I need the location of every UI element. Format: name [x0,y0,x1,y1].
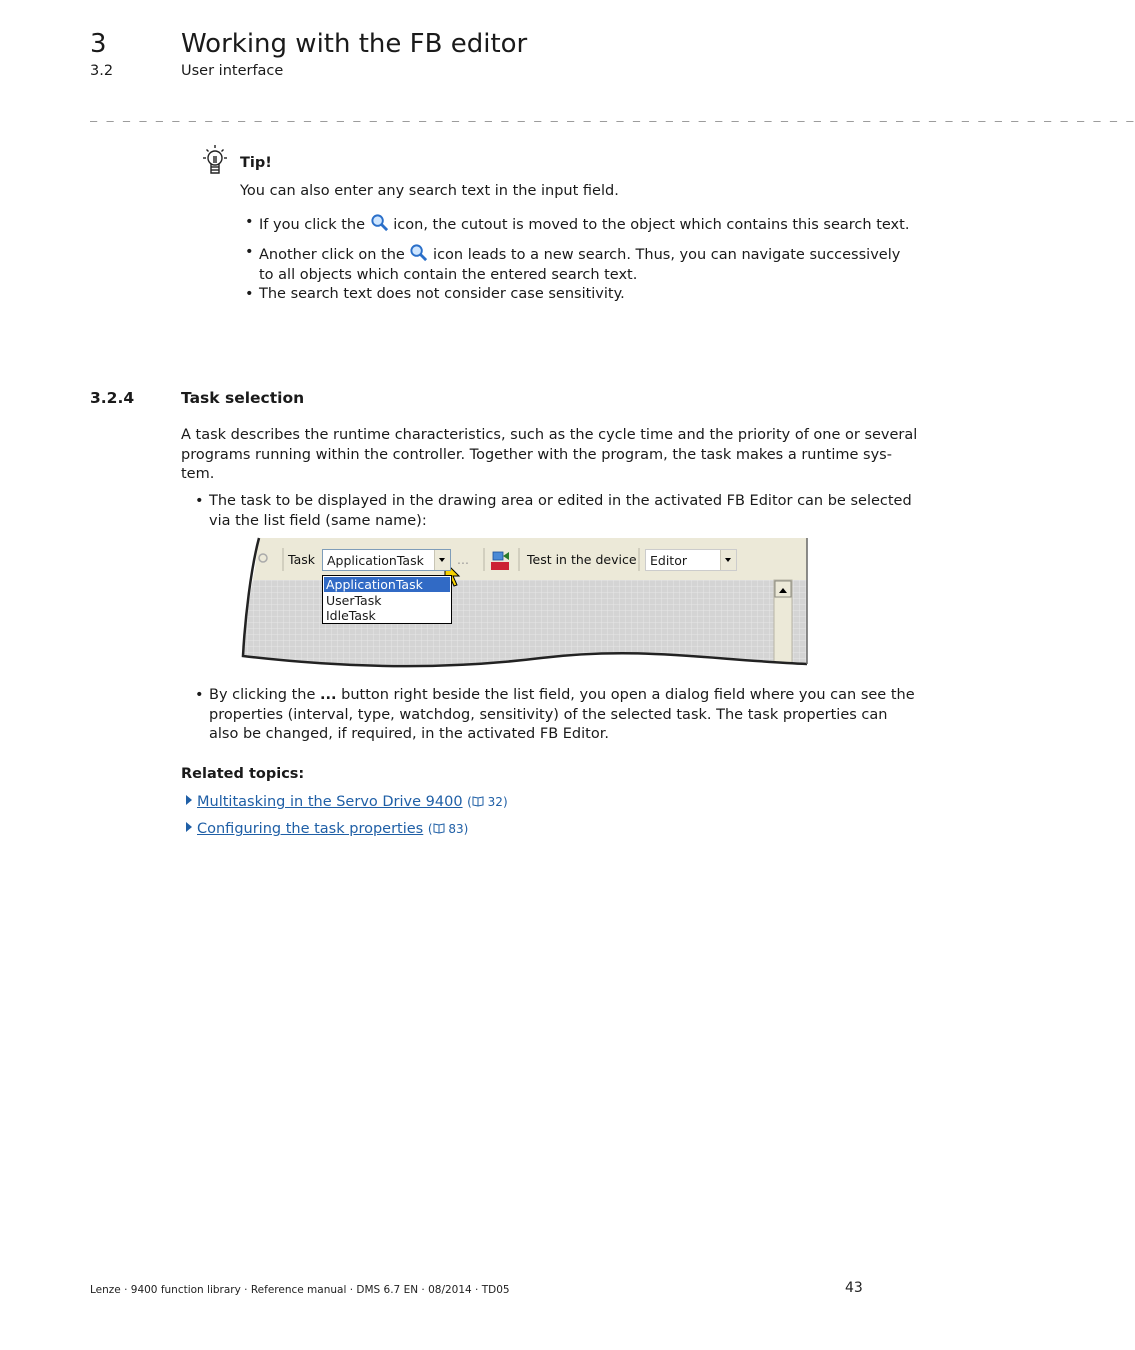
tip-bullet-2: • Another click on the icon leads to a new search. Thus, you can navigate successively to all objects which contain the entered search text. [245,244,901,283]
page-reference: ( 83) [427,822,469,836]
chapter-number: 3 [90,29,107,59]
section-number: 3.2 [90,63,114,79]
page-reference: ( 32) [467,795,508,809]
arrow-right-icon [186,795,192,805]
footer-text: Lenze · 9400 function library · Reference manual · DMS 6.7 EN · 08/2014 · TD05 [90,1284,510,1296]
task-selection-screenshot [241,538,808,676]
magnifier-icon [409,243,428,262]
tip-bullet-1: • If you click the icon, the cutout is moved to the object which contains this search text. [245,214,910,233]
test-in-device-button[interactable]: Test in the device [527,552,637,567]
task-select[interactable] [322,549,451,571]
tip-intro: You can also enter any search text in the input field. [240,183,619,199]
related-link-task-properties[interactable]: Configuring the task properties ( 83) [186,820,468,839]
subsection-number: 3.2.4 [90,389,135,407]
tip-label: Tip! [240,155,272,171]
book-icon [433,823,445,833]
section-paragraph: A task describes the runtime characteristics, such as the cycle time and the priority of one or several programs running within the controller. Together with the program, the task makes a runtime sys- tem. [181,427,918,482]
magnifier-icon [370,213,389,232]
lightbulb-icon [198,143,234,179]
task-option[interactable]: IdleTask [326,608,376,623]
arrow-right-icon [186,822,192,832]
section-bullet-2: • By clicking the ... button right beside the list field, you open a dialog field where you can see the properties (interval, type, watchdog, sensitivity) of the selected task. The task properties can also be changed, if required, in the activated FB Editor. [195,687,915,742]
book-icon [472,796,484,806]
chevron-down-icon[interactable] [434,550,450,570]
chapter-title: Working with the FB editor [181,29,528,59]
section-bullet-1: • The task to be displayed in the drawing area or edited in the activated FB Editor can be selected via the list field (same name): [195,493,912,529]
mode-select-value: Editor [650,553,687,568]
tip-bullet-3: • The search text does not consider case sensitivity. [245,286,625,302]
related-topics-heading: Related topics: [181,766,305,782]
related-link-multitasking[interactable]: Multitasking in the Servo Drive 9400 ( 32) [186,793,508,812]
section-title: User interface [181,63,284,79]
mode-select[interactable] [645,549,737,571]
task-option[interactable]: UserTask [326,593,382,608]
task-properties-button[interactable]: ... [457,552,469,567]
task-select-value: ApplicationTask [327,553,424,568]
chevron-down-icon[interactable] [720,550,736,570]
header-separator: _ _ _ _ _ _ _ _ _ _ _ _ _ _ _ _ _ _ _ _ _ _ _ _ _ _ _ _ _ _ _ _ _ _ _ _ _ _ _ _ _ _ _ _ _ _ _ _ _ _ _ _ _ _ _ _ _ _ _ _ _ _ _ _ [90,108,1135,122]
task-dropdown-list [322,575,452,624]
task-label: Task [288,552,315,567]
subsection-title: Task selection [181,389,305,407]
task-option[interactable]: ApplicationTask [324,577,450,592]
page-number: 43 [845,1280,863,1296]
